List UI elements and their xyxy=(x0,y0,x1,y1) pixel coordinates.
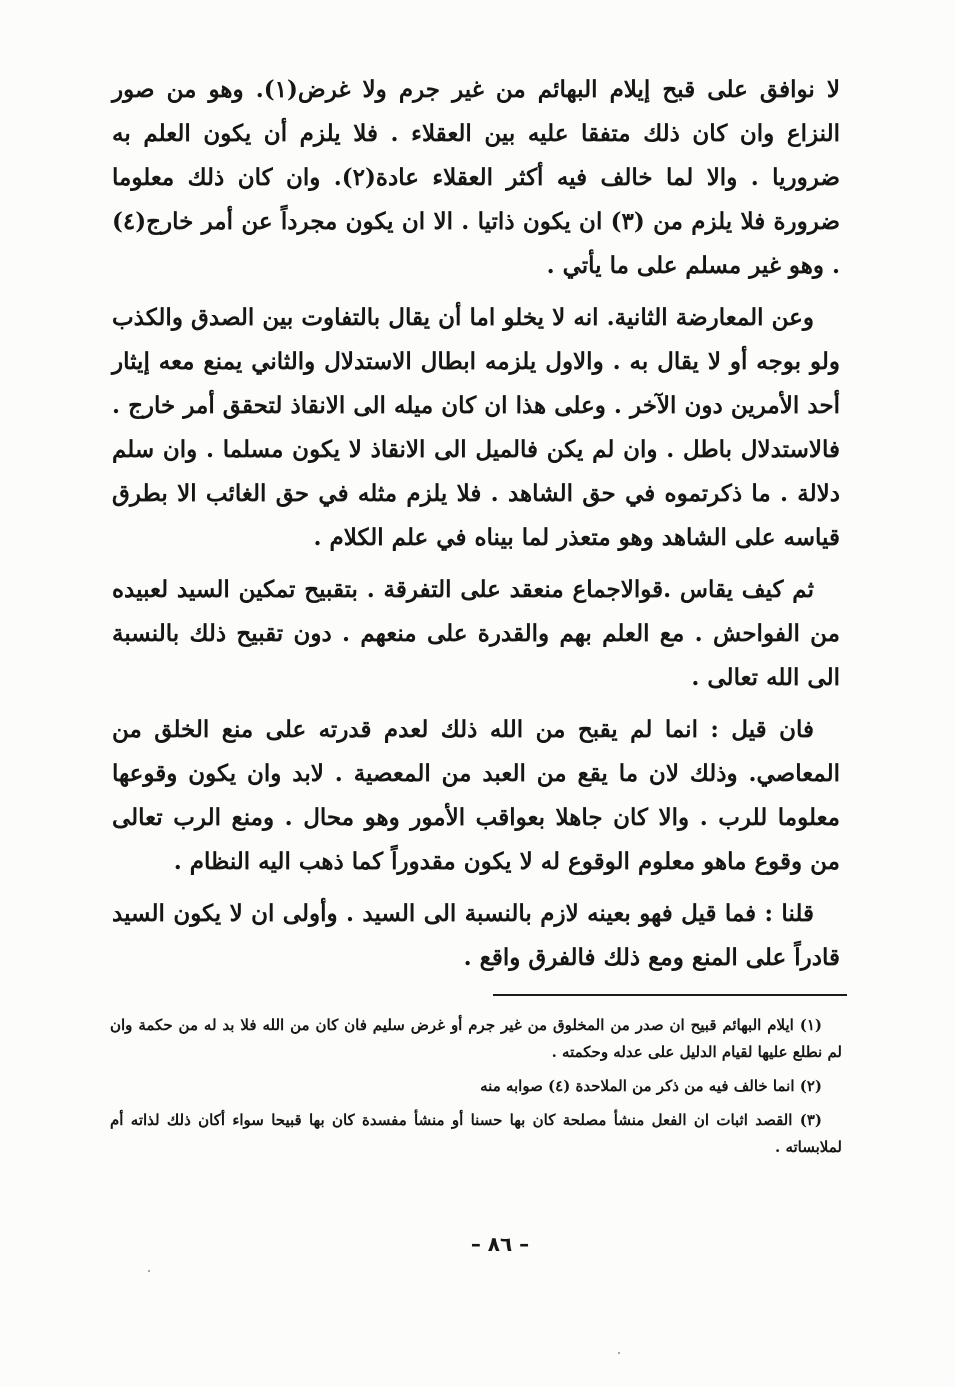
footnote-1: (١) ايلام البهائم قبيح ان صدر من المخلوق من غير جرم أو غرض سليم فان كان من الله فلا بد له من حكمة وان لم نطلع عليها لقيام الدليل على عدله وحكمته . xyxy=(110,1016,842,1061)
paragraph-3: ثم كيف يقاس .قوالاجماع منعقد على التفرقة . بتقبيح تمكين السيد لعبيده من الفواحش . مع العلم بهم والقدرة على منعهم . دون تقبيح ذلك بالنسبة الى الله تعالى . xyxy=(112,576,840,691)
scan-speck xyxy=(618,1352,620,1354)
footnotes-block xyxy=(110,1012,842,1168)
main-text-block xyxy=(112,68,840,988)
footnote-separator xyxy=(493,994,847,996)
paragraph-1: لا نوافق على قبح إيلام البهائم من غير جرم ولا غرض(١). وهو من صور النزاع وان كان ذلك متفقا عليه بين العقلاء . فلا يلزم أن يكون العلم به ضروريا . والا لما خالف فيه أكثر العقلاء عادة(٢). وان كان ذلك معلوما ضرورة فلا يلزم من (٣) ان يكون ذاتيا . الا ان يكون مجرداً عن أمر خارج(٤) . وهو غير مسلم على ما يأتي . xyxy=(112,76,840,279)
page-number: – ٨٦ – xyxy=(470,1232,530,1256)
scan-speck xyxy=(148,1270,150,1272)
footnote-2: (٢) انما خالف فيه من ذكر من الملاحدة (٤) صوابه منه xyxy=(480,1077,822,1095)
footnote-3: (٣) القصد اثبات ان الفعل منشأ مصلحة كان بها حسنا أو منشأ مفسدة كان بها قبيحا سواء أكان ذلك لذاته أم لملابساته . xyxy=(110,1111,842,1156)
paragraph-2: وعن المعارضة الثانية. انه لا يخلو اما أن يقال بالتفاوت بين الصدق والكذب ولو بوجه أو لا يقال به . والاول يلزمه ابطال الاستدلال والثاني يمنع معه إيثار أحد الأمرين دون الآخر . وعلى هذا ان كان ميله الى الانقاذ لتحقق أمر خارج . فالاستدلال باطل . وان لم يكن فالميل الى الانقاذ لا يكون مسلما . وان سلم دلالة . ما ذكرتموه في حق الشاهد . فلا يلزم مثله في حق الغائب الا بطرق قياسه على الشاهد وهو متعذر لما بيناه في علم الكلام . xyxy=(112,304,840,551)
paragraph-4: فان قيل : انما لم يقبح من الله ذلك لعدم قدرته على منع الخلق من المعاصي. وذلك لان ما يقع من العبد من المعصية . لابد وان يكون وقوعها معلوما للرب . والا كان جاهلا بعواقب الأمور وهو محال . ومنع الرب تعالى من وقوع ماهو معلوم الوقوع له لا يكون مقدوراً كما ذهب اليه النظام . xyxy=(112,716,840,875)
paragraph-5: قلنا : فما قيل فهو بعينه لازم بالنسبة الى السيد . وأولى ان لا يكون السيد قادراً على المنع ومع ذلك فالفرق واقع . xyxy=(112,900,840,971)
